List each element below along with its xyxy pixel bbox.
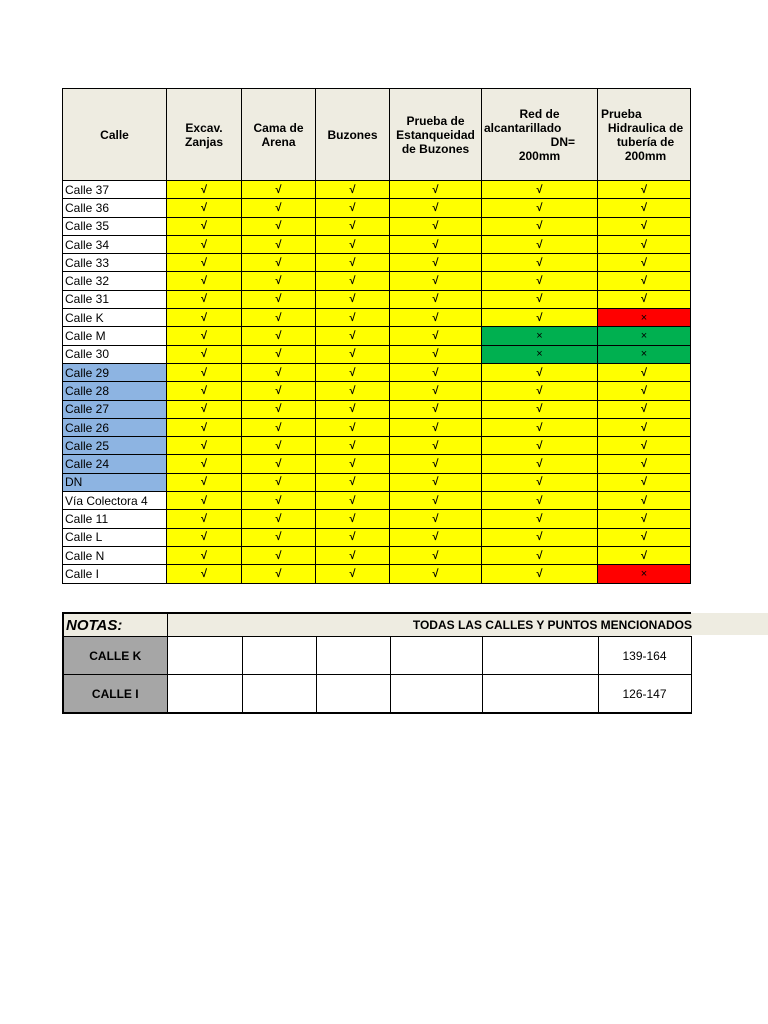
status-check-cell[interactable]: √ <box>316 510 390 528</box>
notes-empty-cell[interactable] <box>242 675 316 714</box>
status-check-cell[interactable]: √ <box>390 492 482 510</box>
header-sand-bed[interactable]: Cama de Arena <box>242 89 316 181</box>
table-row <box>63 363 691 381</box>
notes-row <box>63 613 691 637</box>
notes-text[interactable] <box>167 613 691 637</box>
table-row <box>63 290 691 308</box>
status-check-cell[interactable]: √ <box>316 546 390 564</box>
status-check-cell[interactable]: √ <box>167 455 242 473</box>
table-row <box>63 235 691 253</box>
status-check-cell[interactable]: √ <box>598 400 691 418</box>
status-check-cell[interactable]: √ <box>242 181 316 199</box>
status-check-cell[interactable]: √ <box>482 254 598 272</box>
status-check-cell[interactable]: √ <box>316 382 390 400</box>
status-check-cell[interactable]: √ <box>390 437 482 455</box>
notes-range[interactable]: 139-164 <box>598 637 691 675</box>
status-check-cell[interactable]: √ <box>242 235 316 253</box>
status-check-cell[interactable]: √ <box>316 455 390 473</box>
notes-street-name[interactable]: CALLE I <box>63 675 167 714</box>
status-check-cell[interactable]: √ <box>598 437 691 455</box>
status-check-cell[interactable]: √ <box>167 235 242 253</box>
status-check-cell[interactable]: √ <box>316 400 390 418</box>
status-check-cell[interactable]: √ <box>390 254 482 272</box>
status-check-cell[interactable]: √ <box>242 363 316 381</box>
table-row <box>63 418 691 436</box>
notes-table <box>62 612 692 714</box>
status-check-cell[interactable]: √ <box>482 455 598 473</box>
status-check-cell[interactable]: √ <box>390 546 482 564</box>
status-check-cell[interactable]: √ <box>167 199 242 217</box>
street-name-cell[interactable]: Calle 28 <box>63 382 167 400</box>
header-calle[interactable]: Calle <box>63 89 167 181</box>
status-check-cell[interactable]: √ <box>482 309 598 327</box>
status-check-cell[interactable]: √ <box>167 272 242 290</box>
status-check-cell[interactable]: √ <box>390 327 482 345</box>
progress-table <box>62 88 691 584</box>
table-row <box>63 565 691 583</box>
status-check-cell[interactable]: √ <box>167 327 242 345</box>
header-manholes[interactable]: Buzones <box>316 89 390 181</box>
status-cross-cell[interactable]: × <box>482 327 598 345</box>
table-row <box>63 400 691 418</box>
table-row <box>63 382 691 400</box>
status-check-cell[interactable]: √ <box>316 437 390 455</box>
status-check-cell[interactable]: √ <box>316 254 390 272</box>
street-name-cell[interactable]: Calle 29 <box>63 363 167 381</box>
status-check-cell[interactable]: √ <box>316 363 390 381</box>
header-manhole-tightness-test[interactable]: Prueba de Estanqueidad de Buzones <box>390 89 482 181</box>
status-check-cell[interactable]: √ <box>390 382 482 400</box>
status-check-cell[interactable]: √ <box>167 546 242 564</box>
status-check-cell[interactable]: √ <box>242 382 316 400</box>
street-name-cell[interactable]: Calle N <box>63 546 167 564</box>
notes-text-content: TODAS LAS CALLES Y PUNTOS MENCIONADOS <box>412 618 692 632</box>
header-excavation[interactable]: Excav. Zanjas <box>167 89 242 181</box>
street-name-cell[interactable]: Calle 37 <box>63 181 167 199</box>
table-row <box>63 510 691 528</box>
status-check-cell[interactable]: √ <box>316 492 390 510</box>
street-name-cell[interactable]: Calle 26 <box>63 418 167 436</box>
street-name-cell[interactable]: Calle 31 <box>63 290 167 308</box>
status-check-cell[interactable]: √ <box>390 217 482 235</box>
status-check-cell[interactable]: √ <box>242 455 316 473</box>
street-name-cell[interactable]: Calle I <box>63 565 167 583</box>
street-name-cell[interactable]: Calle K <box>63 309 167 327</box>
status-check-cell[interactable]: √ <box>167 290 242 308</box>
status-cross-cell[interactable]: × <box>598 327 691 345</box>
status-check-cell[interactable]: √ <box>242 345 316 363</box>
notes-calle-row <box>63 675 691 714</box>
street-name-cell[interactable]: Calle M <box>63 327 167 345</box>
status-check-cell[interactable]: √ <box>167 437 242 455</box>
status-check-cell[interactable]: √ <box>390 400 482 418</box>
notes-empty-cell[interactable] <box>167 637 242 675</box>
status-check-cell[interactable]: √ <box>242 199 316 217</box>
status-check-cell[interactable]: √ <box>242 272 316 290</box>
table-row <box>63 455 691 473</box>
status-check-cell[interactable]: √ <box>598 217 691 235</box>
status-check-cell[interactable]: √ <box>316 217 390 235</box>
status-check-cell[interactable]: √ <box>598 254 691 272</box>
status-check-cell[interactable]: √ <box>482 437 598 455</box>
status-check-cell[interactable]: √ <box>242 217 316 235</box>
table-row <box>63 437 691 455</box>
status-check-cell[interactable]: √ <box>316 565 390 583</box>
table-row <box>63 199 691 217</box>
table-row <box>63 272 691 290</box>
status-check-cell[interactable]: √ <box>482 181 598 199</box>
status-check-cell[interactable]: √ <box>242 492 316 510</box>
status-check-cell[interactable]: √ <box>598 546 691 564</box>
status-check-cell[interactable]: √ <box>482 400 598 418</box>
status-check-cell[interactable]: √ <box>316 345 390 363</box>
street-name-cell[interactable]: Calle 35 <box>63 217 167 235</box>
status-check-cell[interactable]: √ <box>316 290 390 308</box>
status-check-cell[interactable]: √ <box>167 382 242 400</box>
status-check-cell[interactable]: √ <box>598 418 691 436</box>
table-row <box>63 181 691 199</box>
status-check-cell[interactable]: √ <box>242 254 316 272</box>
status-check-cell[interactable]: √ <box>482 199 598 217</box>
notes-banner-overflow <box>690 613 768 635</box>
status-check-cell[interactable]: √ <box>316 327 390 345</box>
status-check-cell[interactable]: √ <box>598 455 691 473</box>
header-sewer-network[interactable]: Red de alcantarillado DN= 200mm <box>482 89 598 181</box>
table-row <box>63 327 691 345</box>
street-name-cell[interactable]: Calle 36 <box>63 199 167 217</box>
status-check-cell[interactable]: √ <box>390 510 482 528</box>
status-check-cell[interactable]: √ <box>482 290 598 308</box>
status-cross-cell[interactable]: × <box>598 345 691 363</box>
street-name-cell[interactable]: Calle 32 <box>63 272 167 290</box>
status-check-cell[interactable]: √ <box>316 181 390 199</box>
status-check-cell[interactable]: √ <box>390 309 482 327</box>
table-body <box>63 181 691 584</box>
status-check-cell[interactable]: √ <box>390 199 482 217</box>
status-check-cell[interactable]: √ <box>167 217 242 235</box>
status-check-cell[interactable]: √ <box>167 309 242 327</box>
status-check-cell[interactable]: √ <box>482 510 598 528</box>
street-name-cell[interactable]: Calle L <box>63 528 167 546</box>
status-check-cell[interactable]: √ <box>482 418 598 436</box>
notes-calle-row <box>63 637 691 675</box>
status-check-cell[interactable]: √ <box>242 510 316 528</box>
status-check-cell[interactable]: √ <box>598 510 691 528</box>
notes-empty-cell[interactable] <box>390 675 482 714</box>
street-name-cell[interactable]: Calle 11 <box>63 510 167 528</box>
status-check-cell[interactable]: √ <box>242 327 316 345</box>
table-row <box>63 473 691 491</box>
status-check-cell[interactable]: √ <box>598 290 691 308</box>
status-check-cell[interactable]: √ <box>167 181 242 199</box>
status-check-cell[interactable]: √ <box>482 382 598 400</box>
status-check-cell[interactable]: √ <box>242 437 316 455</box>
status-check-cell[interactable]: √ <box>598 199 691 217</box>
status-check-cell[interactable]: √ <box>390 418 482 436</box>
header-row <box>63 89 691 181</box>
status-check-cell[interactable]: √ <box>316 199 390 217</box>
status-check-cell[interactable]: √ <box>242 565 316 583</box>
status-check-cell[interactable]: √ <box>390 455 482 473</box>
status-check-cell[interactable]: √ <box>598 382 691 400</box>
status-check-cell[interactable]: √ <box>316 235 390 253</box>
street-name-cell[interactable]: Calle 30 <box>63 345 167 363</box>
status-cross-cell[interactable]: × <box>598 565 691 583</box>
status-check-cell[interactable]: √ <box>167 492 242 510</box>
notes-street-name[interactable]: CALLE K <box>63 637 167 675</box>
status-check-cell[interactable]: √ <box>167 254 242 272</box>
status-check-cell[interactable]: √ <box>598 272 691 290</box>
notes-range[interactable]: 126-147 <box>598 675 691 714</box>
header-pipe-hydraulic-test[interactable]: Prueba Hidraulica de tubería de 200mm <box>598 89 691 181</box>
status-check-cell[interactable]: √ <box>482 272 598 290</box>
table-row <box>63 217 691 235</box>
status-check-cell[interactable]: √ <box>242 290 316 308</box>
status-check-cell[interactable]: √ <box>390 363 482 381</box>
status-check-cell[interactable]: √ <box>167 400 242 418</box>
status-check-cell[interactable]: √ <box>598 492 691 510</box>
status-check-cell[interactable]: √ <box>242 473 316 491</box>
notes-label[interactable]: NOTAS: <box>63 613 167 637</box>
status-check-cell[interactable]: √ <box>316 473 390 491</box>
status-check-cell[interactable]: √ <box>482 235 598 253</box>
status-check-cell[interactable]: √ <box>598 363 691 381</box>
table-row <box>63 528 691 546</box>
status-check-cell[interactable]: √ <box>482 473 598 491</box>
notes-empty-cell[interactable] <box>316 675 390 714</box>
status-check-cell[interactable]: √ <box>242 418 316 436</box>
status-check-cell[interactable]: √ <box>242 309 316 327</box>
status-check-cell[interactable]: √ <box>390 565 482 583</box>
status-check-cell[interactable]: √ <box>167 418 242 436</box>
status-check-cell[interactable]: √ <box>242 400 316 418</box>
status-check-cell[interactable]: √ <box>167 345 242 363</box>
status-check-cell[interactable]: √ <box>482 363 598 381</box>
status-check-cell[interactable]: √ <box>242 546 316 564</box>
status-check-cell[interactable]: √ <box>390 235 482 253</box>
status-check-cell[interactable]: √ <box>598 473 691 491</box>
status-check-cell[interactable]: √ <box>482 217 598 235</box>
status-check-cell[interactable]: √ <box>482 565 598 583</box>
status-check-cell[interactable]: √ <box>598 181 691 199</box>
status-check-cell[interactable]: √ <box>167 528 242 546</box>
status-check-cell[interactable]: √ <box>316 528 390 546</box>
status-check-cell[interactable]: √ <box>390 473 482 491</box>
table-row <box>63 492 691 510</box>
street-name-cell[interactable]: DN <box>63 473 167 491</box>
notes-empty-cell[interactable] <box>482 675 598 714</box>
status-check-cell[interactable]: √ <box>316 272 390 290</box>
status-check-cell[interactable]: √ <box>390 345 482 363</box>
status-check-cell[interactable]: √ <box>316 309 390 327</box>
status-check-cell[interactable]: √ <box>482 528 598 546</box>
status-cross-cell[interactable]: × <box>598 309 691 327</box>
table-row <box>63 309 691 327</box>
status-check-cell[interactable]: √ <box>167 473 242 491</box>
table-row <box>63 345 691 363</box>
status-check-cell[interactable]: √ <box>242 528 316 546</box>
status-check-cell[interactable]: √ <box>390 181 482 199</box>
table-row <box>63 546 691 564</box>
status-check-cell[interactable]: √ <box>390 528 482 546</box>
status-check-cell[interactable]: √ <box>167 363 242 381</box>
status-check-cell[interactable]: √ <box>390 272 482 290</box>
status-check-cell[interactable]: √ <box>167 510 242 528</box>
status-check-cell[interactable]: √ <box>598 528 691 546</box>
notes-empty-cell[interactable] <box>482 637 598 675</box>
status-cross-cell[interactable]: × <box>482 345 598 363</box>
notes-empty-cell[interactable] <box>316 637 390 675</box>
status-check-cell[interactable]: √ <box>598 235 691 253</box>
status-check-cell[interactable]: √ <box>482 546 598 564</box>
table-row <box>63 254 691 272</box>
street-name-cell[interactable]: Calle 24 <box>63 455 167 473</box>
status-check-cell[interactable]: √ <box>482 492 598 510</box>
status-check-cell[interactable]: √ <box>390 290 482 308</box>
street-name-cell[interactable]: Calle 34 <box>63 235 167 253</box>
street-name-cell[interactable]: Calle 25 <box>63 437 167 455</box>
status-check-cell[interactable]: √ <box>316 418 390 436</box>
status-check-cell[interactable]: √ <box>167 565 242 583</box>
notes-empty-cell[interactable] <box>390 637 482 675</box>
notes-empty-cell[interactable] <box>242 637 316 675</box>
street-name-cell[interactable]: Calle 27 <box>63 400 167 418</box>
notes-empty-cell[interactable] <box>167 675 242 714</box>
street-name-cell[interactable]: Vía Colectora 4 <box>63 492 167 510</box>
street-name-cell[interactable]: Calle 33 <box>63 254 167 272</box>
